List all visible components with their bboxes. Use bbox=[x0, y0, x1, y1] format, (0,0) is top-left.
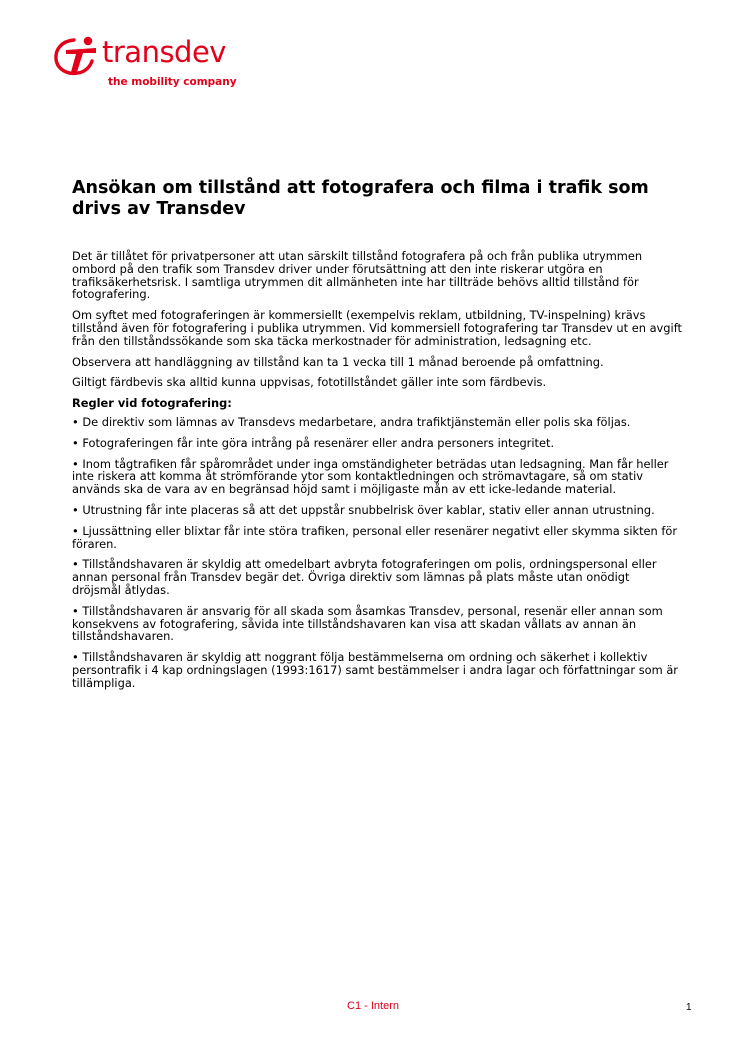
rule-item: • Inom tågtrafiken får spårområdet under inga omständigheter beträdas utan ledsagning. Man får heller inte riskera att komma åt strömförande ytor som kontaktledningen och strömavtagare, så om stativ används ska de vara av en begränsad höjd samt i möjligaste mån av ett icke-ledande material. bbox=[72, 456, 669, 497]
processing-time-paragraph: Observera att handläggning av tillstånd kan ta 1 vecka till 1 månad beroende på omfattning. bbox=[72, 354, 604, 369]
document-body bbox=[72, 250, 682, 698]
rule-item: • Fotograferingen får inte göra intrång på resenärer eller andra personers integritet. bbox=[72, 435, 555, 450]
rules-heading: Regler vid fotografering: bbox=[72, 396, 232, 411]
rule-item: • Ljussättning eller blixtar får inte störa trafiken, personal eller resenärer negativt eller skymma sikten för föraren. bbox=[72, 523, 678, 551]
transdev-runner-icon bbox=[52, 34, 106, 78]
rule-item: • Utrustning får inte placeras så att det uppstår snubbelrisk över kablar, stativ eller annan utrustning. bbox=[72, 502, 655, 517]
rule-item: • De direktiv som lämnas av Transdevs medarbetare, andra trafiktjänstemän eller polis ska följas. bbox=[72, 414, 631, 429]
ticket-paragraph: Giltigt färdbevis ska alltid kunna uppvisas, fototillståndet gäller inte som färdbevis. bbox=[72, 375, 547, 390]
intro-paragraph: Det är tillåtet för privatpersoner att utan särskilt tillstånd fotografera på och från publika utrymmen ombord på den trafik som Transdev driver under förutsättning att den inte riskerar utgöra en trafiksäkerhetsrisk. I samtliga utrymmen dit allmänheten inte har tillträde behövs alltid tillstånd för fotografering. bbox=[72, 249, 643, 302]
rule-item: • Tillståndshavaren är ansvarig för all skada som åsamkas Transdev, personal, resenär eller annan som konsekvens av fotografering, såvida inte tillståndshavaren kan visa att skadan vållats av annan än tillståndshavaren. bbox=[72, 603, 663, 644]
document-title: Ansökan om tillstånd att fotografera och filma i trafik som drivs av Transdev bbox=[72, 178, 649, 219]
transdev-logo bbox=[52, 34, 252, 94]
page-number: 1 bbox=[686, 1002, 692, 1013]
classification-label: C1 - Intern bbox=[347, 1000, 399, 1012]
logo-tagline: the mobility company bbox=[108, 76, 237, 88]
rule-item: • Tillståndshavaren är skyldig att omedelbart avbryta fotograferingen om polis, ordningspersonal eller annan personal från Transdev begär det. Övriga direktiv som lämnas på plats måste utan onödigt dröjsmål åtlydas. bbox=[72, 557, 657, 597]
rule-item: • Tillståndshavaren är skyldig att noggrant följa bestämmelserna om ordning och säkerhet i kollektiv persontrafik i 4 kap ordningslagen (1993:1617) samt bestämmelser i andra lagar och författningar som är tillämpliga. bbox=[72, 650, 678, 690]
commercial-paragraph: Om syftet med fotograferingen är kommersiellt (exempelvis reklam, utbildning, TV-inspelning) krävs tillstånd även för fotografering i publika utrymmen. Vid kommersiell fotografering tar Transdev ut en avgift från den tillståndssökande som ska täcka merkostnader för administration, ledsagning etc. bbox=[72, 308, 682, 348]
logo-wordmark: transdev bbox=[102, 35, 226, 69]
